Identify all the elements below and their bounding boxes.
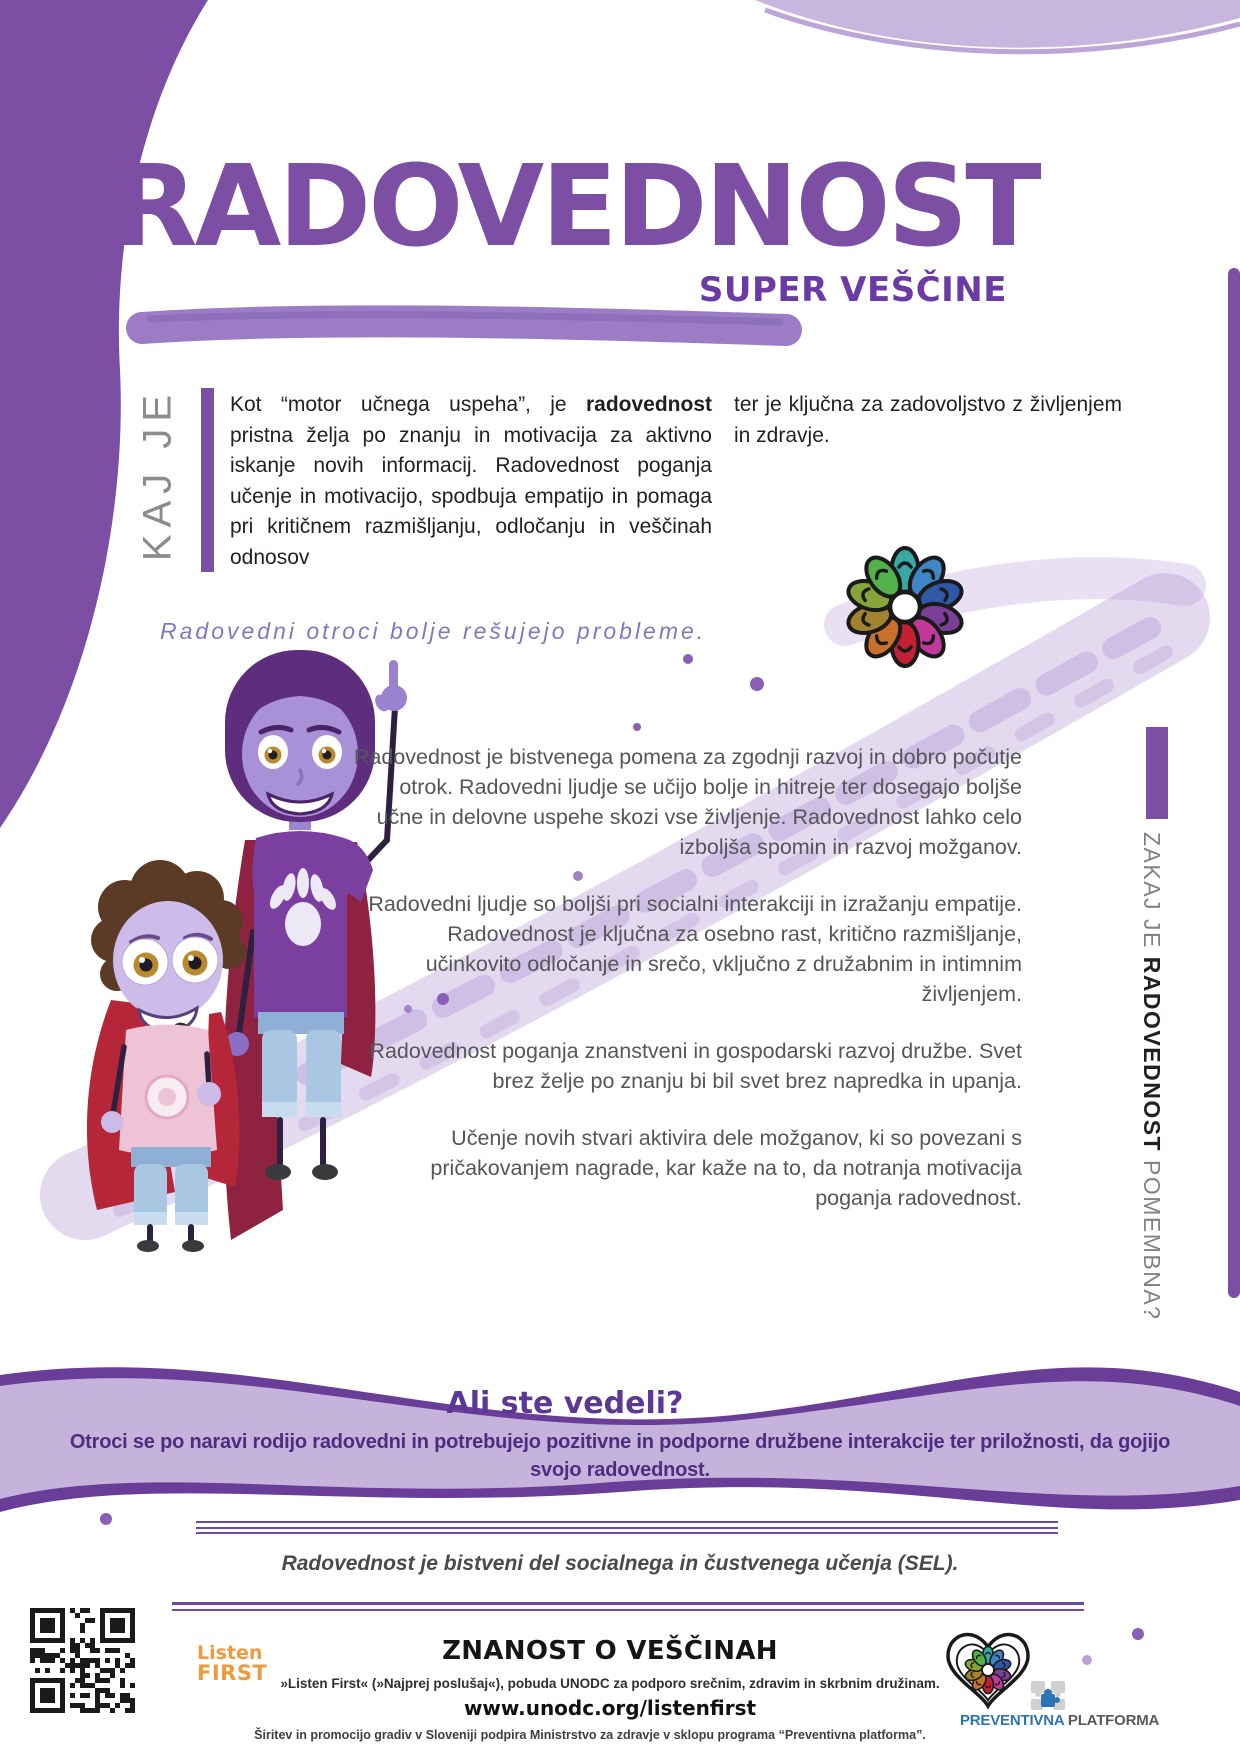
listen-first-line2: FIRST — [197, 1661, 268, 1686]
pointing-hand — [372, 660, 407, 714]
kaj-je-accent-bar — [201, 388, 214, 572]
separator-line — [196, 1527, 1058, 1529]
platform-name-blue: PREVENTIVNA — [960, 1712, 1064, 1729]
qr-code — [30, 1608, 135, 1713]
right-edge-bar — [1228, 268, 1240, 1298]
platform-name-gray: PLATFORMA — [1067, 1712, 1160, 1729]
science-of-skills-heading: ZNANOST O VEŠČINAH — [442, 1636, 778, 1666]
listen-first-line1: Listen — [197, 1642, 263, 1664]
unodc-description: »Listen First« (»Najprej poslušaj«), pobuda UNODC za podporo srečnim, zdravim in skrbnim družinam. — [280, 1676, 940, 1691]
intro-paragraph-col2: ter je ključna za zadovoljstvo z življenjem in zdravje. — [734, 393, 1122, 447]
why-vertical-suffix: POMEMBNA? — [1139, 1152, 1165, 1321]
page-title: RADOVEDNOST — [111, 142, 1039, 273]
separator-line — [172, 1602, 1084, 1605]
subtitle-super-vescine: SUPER VEŠČINE — [698, 270, 1007, 310]
separator-line — [196, 1532, 1058, 1534]
tagline-italic: Radovedni otroci bolje rešujejo probleme. — [160, 618, 707, 644]
intro-prefix: Kot “motor učnega uspeha”, je — [230, 393, 586, 416]
heart-flower-logo-icon — [938, 1626, 1038, 1710]
why-paragraph-2: Radovedni ljudje so boljši pri socialni interakciji in izražanju empatije. Radovednost je ključna za osebno rast, kritično razmišljanje, učinkovito odločanje in srečo, vključno z družabnim in intimnim življenjem. — [368, 892, 1022, 1006]
why-vertical-prefix: ZAKAJ JE — [1139, 832, 1165, 957]
puzzle-icon — [1028, 1680, 1068, 1714]
did-you-know-heading: Ali ste vedeli? — [446, 1386, 684, 1421]
skills-flower-icon — [845, 548, 966, 666]
why-paragraph-4: Učenje novih stvari aktivira dele možganov, ki so povezani s pričakovanjem nagrade, kar kaže na to, da notranja motivacija poganja radovednost. — [430, 1126, 1022, 1210]
why-accent-bar — [1146, 727, 1168, 819]
why-paragraph-3: Radovednost poganja znanstveni in gospodarski razvoj družbe. Svet brez želje po znanju bi bil svet brez napredka in upanja. — [369, 1039, 1022, 1093]
why-vertical-bold: RADOVEDNOST — [1139, 956, 1165, 1153]
why-paragraph-1: Radovednost je bistvenega pomena za zgodnji razvoj in dobro počutje otrok. Radovedni ljudje se učijo bolje in hitreje ter dosegajo boljše učne in delovne uspehe skozi vse življenje. Radovednost lahko celo izboljša spomin in razvoj možganov. — [353, 745, 1022, 859]
intro-rest: pristna želja po znanju in motivacija za aktivno iskanje novih informacij. Radovednost poganja učenje in motivacijo, spodbuja empatijo in pomaga pri kritičnem razmišljanju, odločanju in veščinah odnosov — [230, 423, 712, 569]
kaj-je-vertical-label: KAJ JE — [135, 387, 180, 562]
sel-note: Radovednost je bistveni del socialnega in čustvenega učenja (SEL). — [281, 1552, 959, 1575]
preventivna-platforma-logo — [960, 1712, 1160, 1729]
separator-line — [172, 1609, 1084, 1612]
why-paragraphs — [348, 742, 1022, 1240]
support-line: Širitev in promocijo gradiv v Sloveniji podpira Ministrstvo za zdravje v sklopu programa “Preventivna platforma”. — [254, 1728, 926, 1742]
why-vertical-title — [1138, 832, 1165, 1320]
listenfirst-url: www.unodc.org/listenfirst — [463, 1696, 757, 1720]
kid-left — [87, 860, 246, 1252]
intro-bold-word: radovednost — [585, 393, 712, 416]
separator-line — [196, 1521, 1058, 1523]
intro-paragraph-col1 — [230, 390, 712, 573]
did-you-know-text: Otroci se po naravi rodijo radovedni in potrebujejo pozitivne in podporne družbene interakcije ter priložnosti, da gojijo svojo radovednost. — [69, 1431, 1171, 1481]
